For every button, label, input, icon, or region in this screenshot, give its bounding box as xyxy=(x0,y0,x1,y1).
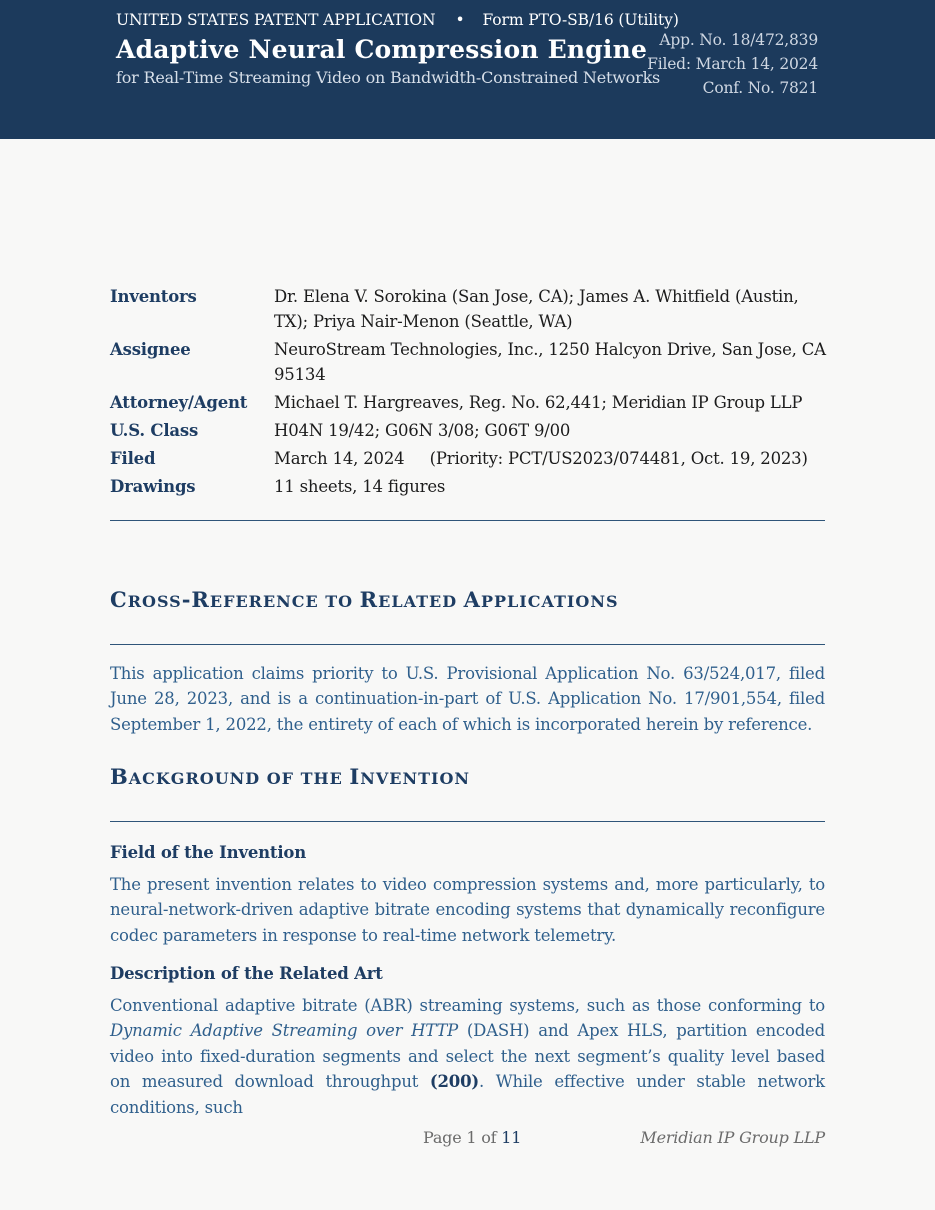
page-indicator xyxy=(423,1128,521,1147)
related-art-heading: Description of the Related Art xyxy=(110,964,383,983)
table-row xyxy=(110,446,830,474)
heading-small-caps: ROSS xyxy=(127,592,182,611)
table-row xyxy=(110,390,830,418)
heading-capital: I xyxy=(349,764,361,789)
table-row xyxy=(110,284,830,337)
patent-subtitle: for Real-Time Streaming Video on Bandwidth-Constrained Networks xyxy=(116,68,661,87)
heading-capital: C xyxy=(110,587,128,612)
field-value: Dr. Elena V. Sorokina (San Jose, CA); James A. Whitfield (Austin, TX); Priya Nair-Menon (Seattle, WA) xyxy=(274,287,799,331)
field-value: NeuroStream Technologies, Inc., 1250 Halcyon Drive, San Jose, CA 95134 xyxy=(274,340,826,384)
bullet-separator: • xyxy=(455,11,465,29)
field-label: Assignee xyxy=(110,340,191,359)
document-type-line xyxy=(116,11,679,29)
patent-title: Adaptive Neural Compression Engine xyxy=(116,35,648,64)
related-art-paragraph xyxy=(110,993,825,1120)
heading-capital: R xyxy=(359,587,379,612)
application-meta xyxy=(647,28,818,100)
heading-small-caps: EFERENCE TO xyxy=(209,592,360,611)
related-art-text: . While effective under stable network conditions, such xyxy=(110,1072,825,1117)
heading-capital: A xyxy=(463,587,481,612)
application-number: App. No. 18/472,839 xyxy=(659,31,818,49)
cross-reference-paragraph: This application claims priority to U.S. Provisional Application No. 63/524,017, filed June 28, 2023, and is a continuation-in-part of U.S. Application No. 17/901,554, filed September 1, 2022, the entirety of each of which is incorporated herein by reference. xyxy=(110,664,825,734)
field-label: Inventors xyxy=(110,287,197,306)
form-number: Form PTO-SB/16 (Utility) xyxy=(482,11,679,29)
divider xyxy=(110,644,825,645)
table-row xyxy=(110,337,830,390)
page-total: 11 xyxy=(501,1128,522,1147)
field-value: Michael T. Hargreaves, Reg. No. 62,441; Meridian IP Group LLP xyxy=(274,393,803,412)
field-label: Drawings xyxy=(110,477,196,496)
table-row xyxy=(110,418,830,446)
field-label: Filed xyxy=(110,449,156,468)
related-art-italic: Dynamic Adaptive Streaming over HTTP xyxy=(110,1021,459,1041)
heading-small-caps: ACKGROUND OF THE xyxy=(128,769,350,788)
background-heading xyxy=(110,764,470,789)
footer-firm-name: Meridian IP Group LLP xyxy=(640,1128,825,1147)
heading-small-caps: ELATED xyxy=(378,592,464,611)
heading-small-caps: PPLICATIONS xyxy=(480,592,619,611)
confirmation-number: Conf. No. 7821 xyxy=(702,79,818,97)
field-of-invention-heading: Field of the Invention xyxy=(110,843,307,862)
bibliographic-table xyxy=(110,284,830,502)
related-art-text: (DASH) and Apex HLS, partition encoded video into fixed-duration segments and select the next segment’s quality level based on measured download throughput xyxy=(110,1021,825,1092)
divider xyxy=(110,821,825,822)
divider xyxy=(110,520,825,521)
table-row xyxy=(110,474,830,502)
page-prefix: Page 1 of xyxy=(423,1128,502,1147)
related-art-text: Conventional adaptive bitrate (ABR) streaming systems, such as those conforming to xyxy=(110,996,825,1015)
field-value: H04N 19/42; G06N 3/08; G06T 9/00 xyxy=(274,421,571,440)
field-value: 11 sheets, 14 figures xyxy=(274,477,446,496)
field-label: Attorney/Agent xyxy=(110,393,248,412)
reference-numeral: (200) xyxy=(429,1072,479,1092)
field-value: March 14, 2024 (Priority: PCT/US2023/074481, Oct. 19, 2023) xyxy=(274,449,808,468)
heading-capital: B xyxy=(110,764,129,789)
field-of-invention-paragraph: The present invention relates to video compression systems and, more particularly, to neural-network-driven adaptive bitrate encoding systems that dynamically reconfigure codec parameters in response to real-time network telemetry. xyxy=(110,875,825,945)
header-banner xyxy=(0,0,935,139)
cross-reference-heading xyxy=(110,587,619,612)
filing-date: Filed: March 14, 2024 xyxy=(647,55,818,73)
heading-capital: -R xyxy=(181,587,210,612)
document-type: UNITED STATES PATENT APPLICATION xyxy=(116,11,436,29)
field-label: U.S. Class xyxy=(110,421,199,440)
heading-small-caps: NVENTION xyxy=(360,769,471,788)
